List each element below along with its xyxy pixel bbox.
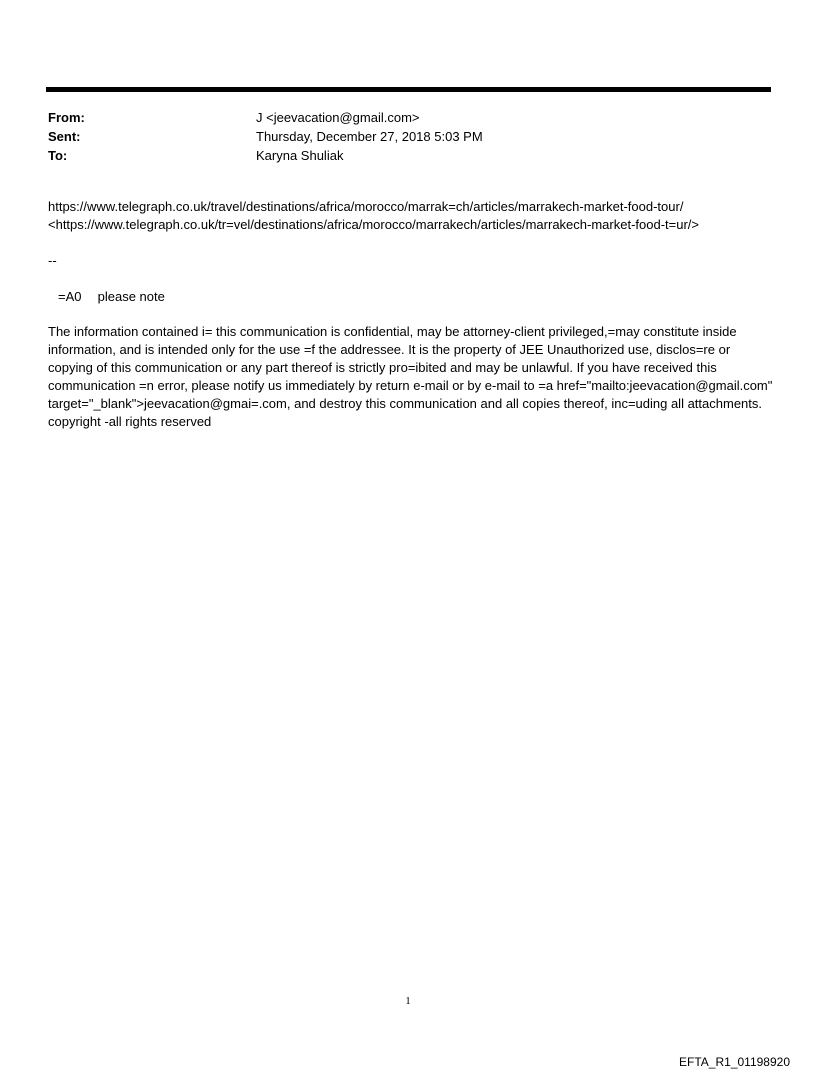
page-number: 1 bbox=[405, 995, 411, 1007]
note-text: please note bbox=[97, 289, 165, 304]
from-row bbox=[48, 108, 768, 127]
sent-value: Thursday, December 27, 2018 5:03 PM bbox=[256, 129, 483, 144]
header-rule bbox=[46, 87, 771, 92]
from-value: J <jeevacation@gmail.com> bbox=[256, 110, 420, 125]
url-line-1: https://www.telegraph.co.uk/travel/destinations/africa/morocco/marrak=ch/articles/marrakech-market-food-tour/ bbox=[48, 199, 684, 214]
email-urls bbox=[48, 198, 773, 234]
note-code: =A0 bbox=[58, 289, 82, 304]
bates-number: EFTA_R1_01198920 bbox=[679, 1055, 790, 1069]
confidentiality-disclaimer: The information contained i= this communication is confidential, may be attorney-client privileged,=may constitute inside information, and is intended only for the use =f the addressee. It is the property of JEE Unauthorized use, disclos=re or copying of this communication or any part thereof is strictly pro=ibited and may be unlawful. If you have received this communication =n error, please notify us immediately by return e-mail or by e-mail to =a href="mailto:jeevacation@gmail.com" target="_blank">jeevacation@gmai=.com, and destroy this communication and all copies thereof, inc=uding all attachments. copyright -all rights reserved bbox=[48, 324, 773, 429]
sent-row bbox=[48, 127, 768, 146]
sent-label: Sent: bbox=[48, 129, 81, 144]
to-row bbox=[48, 146, 768, 165]
url-line-2: <https://www.telegraph.co.uk/tr=vel/destinations/africa/morocco/marrakech/articles/marrakech-market-food-t=ur/> bbox=[48, 217, 699, 232]
to-value: Karyna Shuliak bbox=[256, 148, 344, 163]
to-label: To: bbox=[48, 148, 68, 163]
note-line bbox=[48, 288, 773, 306]
signature-separator: -- bbox=[48, 253, 57, 268]
email-header bbox=[48, 108, 768, 165]
from-label: From: bbox=[48, 110, 85, 125]
